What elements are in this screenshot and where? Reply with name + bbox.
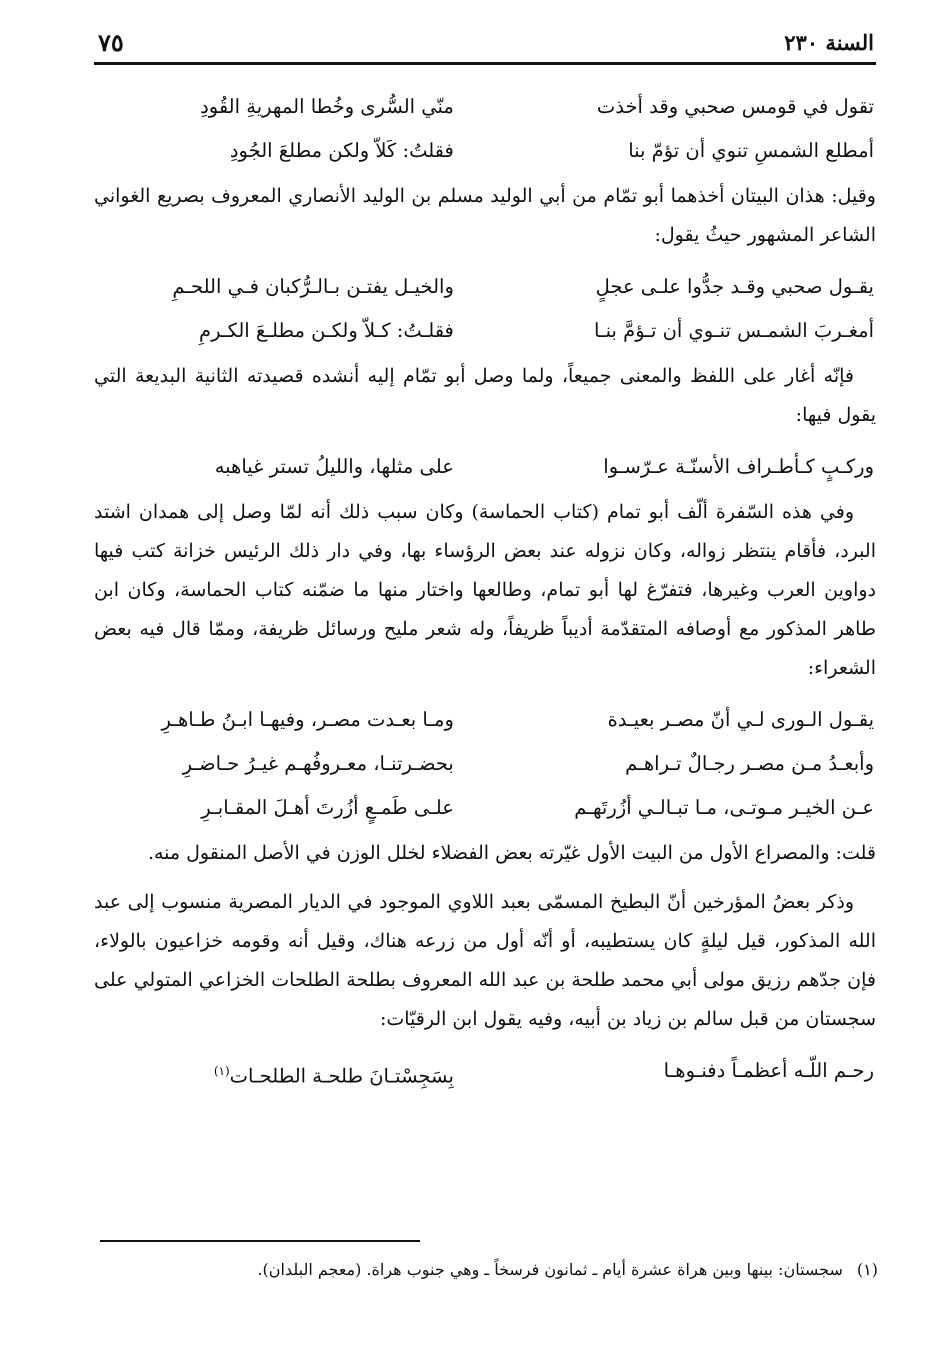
verse-second-hemistich: والخيـل يفتـن بـالـرُّكبان فـي اللحـمِ bbox=[172, 275, 454, 298]
verse bbox=[94, 698, 876, 742]
verse bbox=[94, 85, 876, 129]
verse-first-hemistich: وركـبٍ كـأطـراف الأسنّـة عـرّسـوا bbox=[603, 455, 874, 478]
verse-second-hemistich: بحضـرتنـا، معـروفُهـم غيـرُ حـاضـرِ bbox=[182, 752, 454, 775]
poem-ibn-tahir bbox=[94, 698, 876, 830]
poem-ibn-ruqayyat bbox=[94, 1049, 876, 1093]
page-number: ٧٥ bbox=[98, 28, 124, 57]
poem-rakb bbox=[94, 445, 876, 489]
verse-first-hemistich: عـن الخيـر مـوتـى، مـا تبـالـي أزُرتَهـم bbox=[574, 796, 874, 819]
verse bbox=[94, 265, 876, 309]
verse-first-hemistich: تقول في قومس صحبي وقد أخذت bbox=[596, 95, 874, 118]
footnote-reference[interactable]: (١) bbox=[213, 1064, 230, 1078]
footnote-number: (١) bbox=[856, 1260, 878, 1279]
poem-muslim-ibn-walid bbox=[94, 265, 876, 353]
verse-first-hemistich: أمطلع الشمسِ تنوي أن تؤمّ بنا bbox=[628, 139, 874, 162]
verse-second-hemistich: فقلـتُ: كـلاّ ولكـن مطلـعَ الكـرمِ bbox=[199, 319, 454, 342]
verse-second-hemistich bbox=[96, 1049, 454, 1093]
verse-first-hemistich: أمغـربَ الشمـس تنـوي أن تـؤمَّ بنـا bbox=[593, 319, 874, 342]
page-content bbox=[94, 85, 876, 1093]
paragraph-attribution: وقيل: هذان البيتان أخذهما أبو تمّام من أبي الوليد مسلم بن الوليد الأنصاري المعروف بصريع الغواني الشاعر المشهور حيثُ يقول: bbox=[94, 185, 876, 246]
verse bbox=[94, 1049, 876, 1093]
verse bbox=[94, 445, 876, 489]
verse-second-hemistich: ومـا بعـدت مصـر، وفيهـا ابـنُ طـاهـرِ bbox=[161, 708, 454, 731]
footnote bbox=[98, 1258, 878, 1282]
verse-first-hemistich: يقـول الـورى لـي أنّ مصـر بعيـدة bbox=[607, 708, 874, 731]
paragraph-melon: وذكر بعضُ المؤرخين أنّ البطيخ المسمّى بعبد اللاوي الموجود في الديار المصرية منسوب إلى عبد الله المذكور، قيل ليلةٍ كان يستطيبه، أو أنّه أول من زرعه هناك، وقيل أنه وقومه خزاعيون بالولاء، فإن جدّهم رزيق مولى أبي محمد طلحة بن عبد الله المعروف بطلحة الطلحات الخزاعي المتولي على سجستان من قبل سالم بن زياد بن أبيه، وفيه يقول ابن الرقيّات: bbox=[94, 891, 876, 1030]
verse-first-hemistich: رحـم اللّـه أعظمـاً دفنـوهـا bbox=[663, 1059, 874, 1082]
paragraph-second-ode: فإنّه أغار على اللفظ والمعنى جميعاً، ولما وصل أبو تمّام إليه أنشده قصيدته الثانية البديعة التي يقول فيها: bbox=[94, 365, 876, 426]
verse bbox=[94, 742, 876, 786]
footnote-separator bbox=[100, 1240, 420, 1242]
verse bbox=[94, 786, 876, 830]
verse-second-hemistich: فقلتُ: كَلاّ ولكن مطلعَ الجُودِ bbox=[229, 139, 454, 162]
verse-first-hemistich: يقـول صحبي وقـد جدُّوا علـى عجلٍ bbox=[595, 275, 874, 298]
verse-second-hemistich: على مثلها، والليلُ تستر غياهبه bbox=[214, 455, 454, 478]
verse bbox=[94, 309, 876, 353]
paragraph-note: قلت: والمصراع الأول من البيت الأول غيّرته بعض الفضلاء لخلل الوزن في الأصل المنقول منه. bbox=[147, 842, 876, 864]
verse-second-hemistich: علـى طَمـعٍ أزُرتَ أهـلَ المقـابـرِ bbox=[201, 796, 454, 819]
verse bbox=[94, 129, 876, 173]
paragraph-hamasa: وفي هذه السّفرة ألّف أبو تمام (كتاب الحماسة) وكان سبب ذلك أنه لمّا وصل إلى همدان اشتد البرد، فأقام ينتظر زواله، وكان نزوله عند بعض الرؤساء بها، وفي دار ذلك الرئيس خزانة كتب فيها دواوين العرب وغيرها، فتفرّغ لها أبو تمام، وطالعها واختار منها ما ضمّنه كتاب الحماسة، وكان ابن طاهر المذكور مع أوصافه المتقدّمة أديباً ظريفاً، وله شعر مليح ورسائل ظريفة، وممّا قال فيه بعض الشعراء: bbox=[94, 501, 876, 679]
running-head-year: السنة ٢٣٠ bbox=[784, 30, 874, 55]
verse-second-hemistich-text: بِسَجِسْتـانَ طلحـة الطلحـات bbox=[229, 1064, 454, 1088]
page-header bbox=[94, 26, 876, 65]
book-page bbox=[94, 26, 876, 1093]
poem-qumis bbox=[94, 85, 876, 173]
verse-second-hemistich: منّي السُّرى وخُطا المهريةِ القُودِ bbox=[200, 95, 454, 118]
footnote-text: سجستان: بينها وبين هراة عشرة أيام ـ ثمانون فرسخاً ـ وهي جنوب هراة. (معجم البلدان). bbox=[257, 1260, 843, 1279]
verse-first-hemistich: وأبعـدُ مـن مصـر رجـالٌ تـراهـم bbox=[625, 752, 874, 775]
